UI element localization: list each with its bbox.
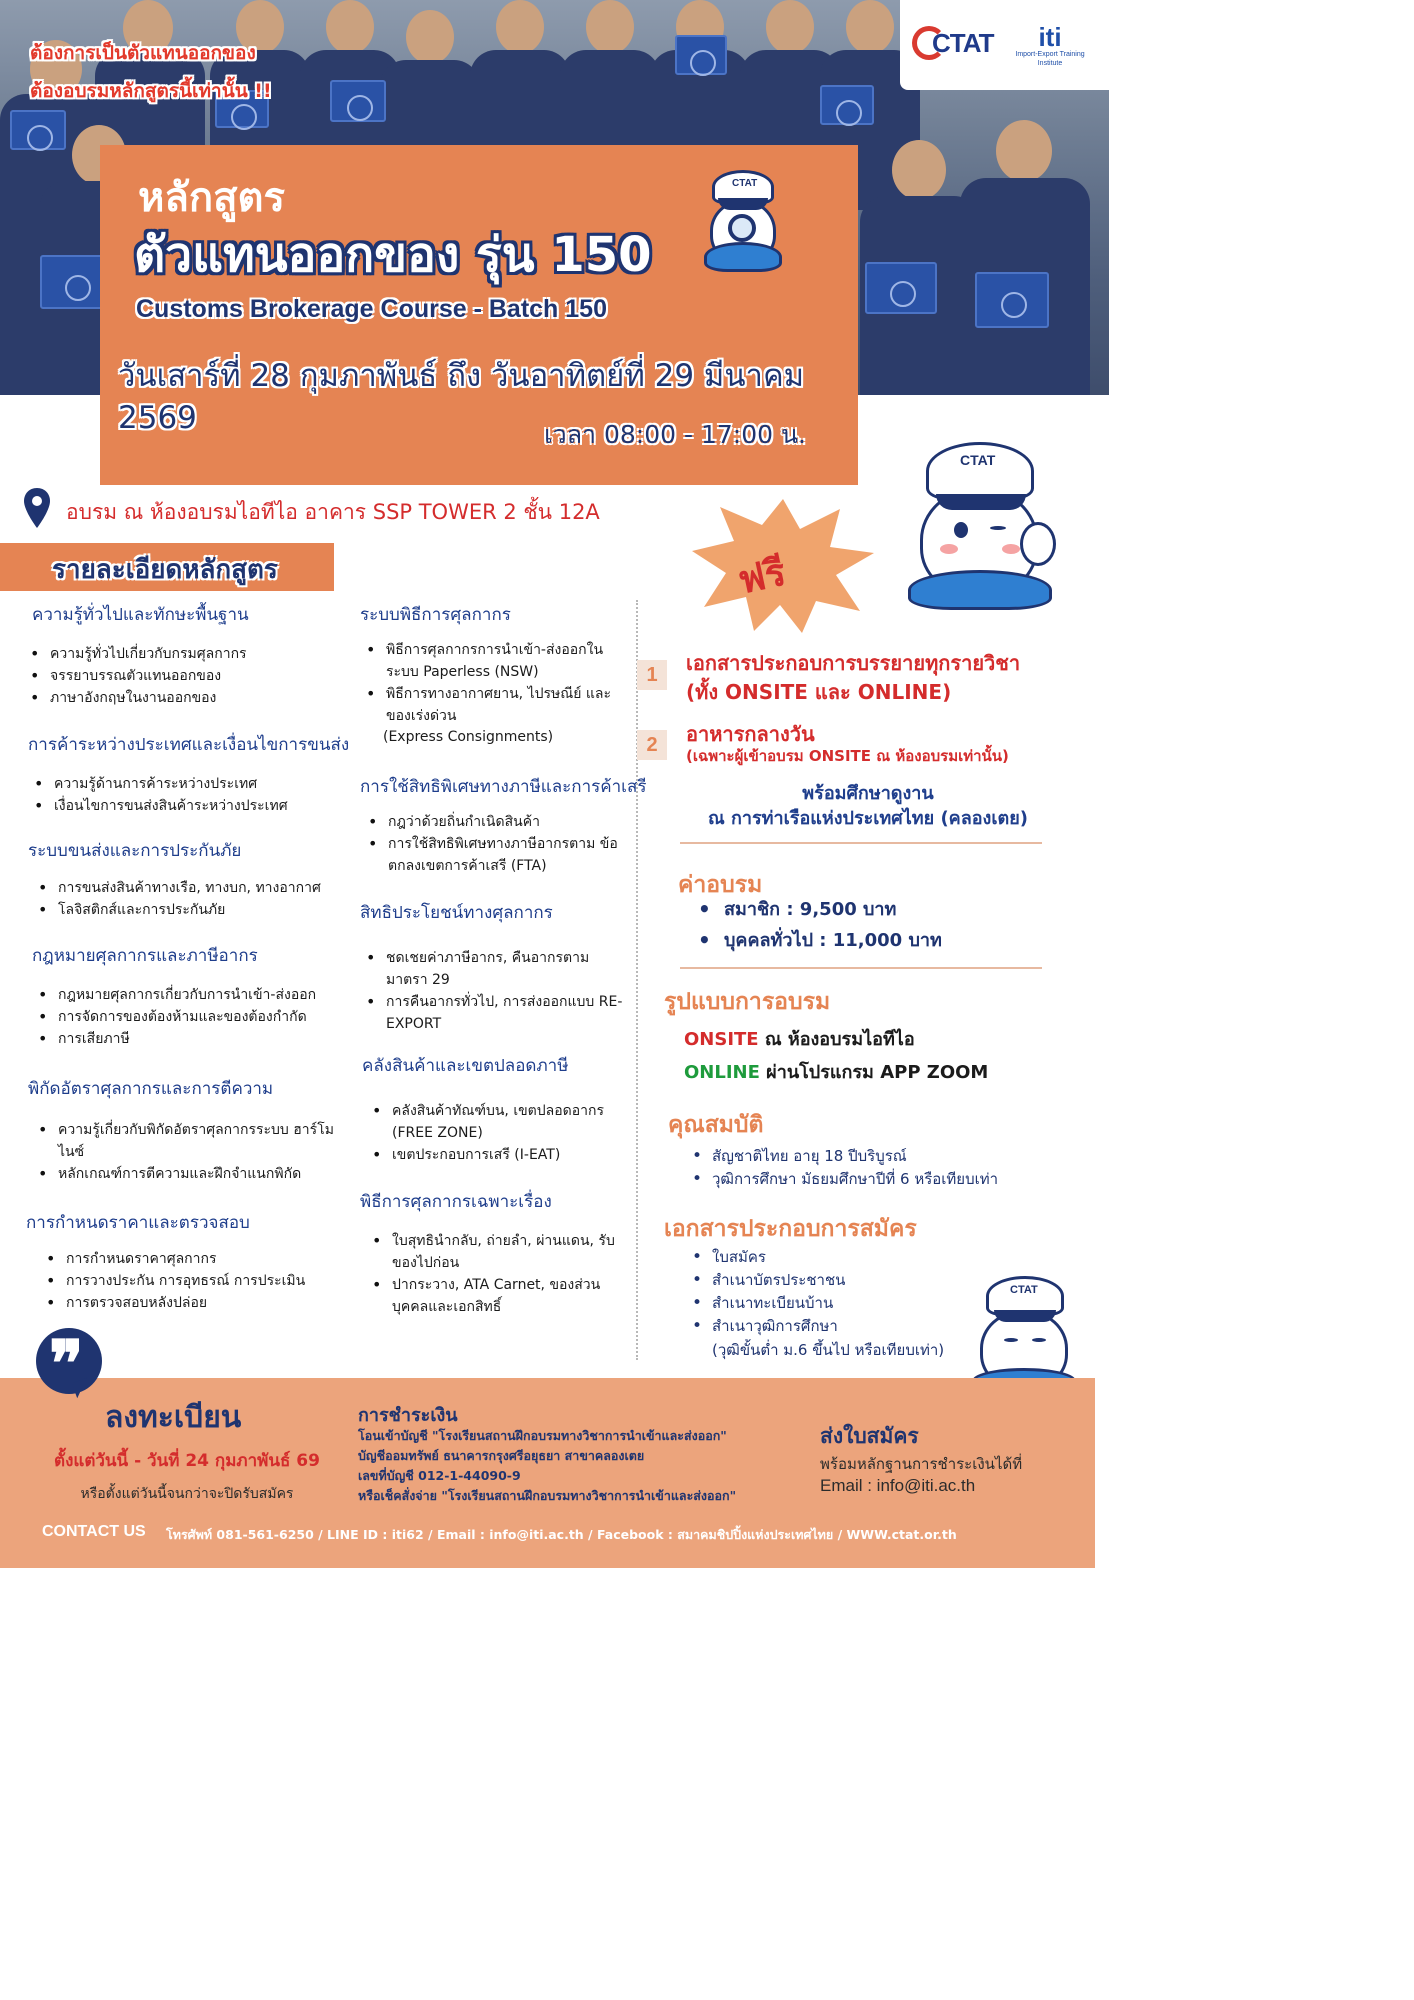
documents-note: (วุฒิขั้นต่ำ ม.6 ขึ้นไป หรือเทียบเท่า) (712, 1341, 945, 1359)
documents-list (688, 1246, 845, 1338)
location-pin-icon (24, 488, 50, 528)
payment-line: หรือเช็คสั่งจ่าย "โรงเรียนสถานฝึกอบรมทางวิชาการนำเข้าและส่งออก" (358, 1488, 737, 1503)
fee-item: • บุคคลทั่วไป : 11,000 บาท (696, 925, 942, 956)
list-item-note: (Express Consignments) (383, 729, 554, 745)
list-item: • พิธีการศุลกากรการนำเข้า-ส่งออกใน ระบบ Paperless (NSW) (364, 639, 634, 683)
section-title: พิธีการศุลกากรเฉพาะเรื่อง (360, 1192, 552, 1212)
payment-line: โอนเข้าบัญชี "โรงเรียนสถานฝึกอบรมทางวิชาการนำเข้าและส่งออก" (358, 1428, 727, 1443)
payment-line: บัญชีออมทรัพย์ ธนาคารกรุงศรีอยุธยา สาขาคลองเตย (358, 1448, 645, 1463)
list-item: • เขตประกอบการเสรี (I-EAT) (370, 1144, 634, 1166)
payment-line: เลขที่บัญชี 012-1-44090-9 (358, 1468, 521, 1483)
section-list (32, 773, 288, 817)
contact-label: CONTACT US (42, 1523, 146, 1540)
list-item: • ความรู้ด้านการค้าระหว่างประเทศ (32, 773, 288, 795)
list-item: • ความรู้ทั่วไปเกี่ยวกับกรมศุลกากร (28, 643, 247, 665)
section-list (364, 639, 634, 727)
list-item: • พิธีการทางอากาศยาน, ไปรษณีย์ และของเร่งด่วน (364, 683, 634, 727)
send-application-title: ส่งใบสมัคร (820, 1424, 919, 1448)
qualification-item: • วุฒิการศึกษา มัธยมศึกษาปีที่ 6 หรือเทียบเท่า (688, 1168, 998, 1191)
qualification-item: • สัญชาติไทย อายุ 18 ปีบริบูรณ์ (688, 1145, 998, 1168)
course-dates: วันเสาร์ที่ 28 กุมภาพันธ์ ถึง วันอาทิตย์ที่ 29 มีนาคม 2569 (118, 358, 805, 436)
section-title: ระบบขนส่งและการประกันภัย (28, 841, 242, 861)
registration-note: หรือตั้งแต่วันนี้จนกว่าจะปิดรับสมัคร (80, 1486, 294, 1502)
free-label: ฟรี (734, 549, 790, 603)
list-item: • จรรยาบรรณตัวแทนออกของ (28, 665, 247, 687)
registration-period: ตั้งแต่วันนี้ - วันที่ 24 กุมภาพันธ์ 69 (54, 1451, 320, 1471)
section-title: การกำหนดราคาและตรวจสอบ (26, 1213, 250, 1233)
section-list (36, 1119, 336, 1185)
list-item: • การตรวจสอบหลังปล่อย (44, 1292, 305, 1314)
course-title-english: Customs Brokerage Course - Batch 150 (136, 295, 607, 323)
registration-title: ลงทะเบียน (105, 1400, 242, 1435)
online-text: ผ่านโปรแกรม APP ZOOM (759, 1062, 989, 1083)
section-title: การใช้สิทธิพิเศษทางภาษีและการค้าเสรี (360, 777, 647, 797)
fee-item: • สมาชิก : 9,500 บาท (696, 894, 942, 925)
section-list (370, 1230, 634, 1318)
section-list (366, 811, 634, 877)
study-tour-line: พร้อมศึกษาดูงาน (802, 783, 934, 804)
list-item: • การจัดการของต้องห้ามและของต้องกำกัด (36, 1006, 316, 1028)
list-item: • การใช้สิทธิพิเศษทางภาษีอากรตาม ข้อตกลงเขตการค้าเสรี (FTA) (366, 833, 634, 877)
send-application-email[interactable]: Email : info@iti.ac.th (820, 1476, 976, 1495)
list-item: • หลักเกณฑ์การตีความและฝึกจำแนกพิกัด (36, 1163, 336, 1185)
list-item: • เงื่อนไขการขนส่งสินค้าระหว่างประเทศ (32, 795, 288, 817)
ctat-logo: CTAT (912, 22, 986, 68)
document-item: • สำเนาทะเบียนบ้าน (688, 1292, 845, 1315)
list-item: • การวางประกัน การอุทธรณ์ การประเมิน (44, 1270, 305, 1292)
banner-note-line: ต้องอบรมหลักสูตรนี้เท่านั้น !! (30, 80, 272, 102)
divider (680, 842, 1042, 844)
column-divider (636, 600, 638, 1360)
banner-note (30, 34, 360, 110)
list-item: • โลจิสติกส์และการประกันภัย (36, 899, 321, 921)
section-title: ระบบพิธีการศุลกากร (360, 605, 511, 625)
document-item: • สำเนาบัตรประชาชน (688, 1269, 845, 1292)
certificate-folder (865, 262, 937, 314)
list-item: • ใบสุทธินำกลับ, ถ่ายลำ, ผ่านแดน, รับ ของไปก่อน (370, 1230, 634, 1274)
list-item: • การคืนอากรทั่วไป, การส่งออกแบบ RE-EXPORT (364, 991, 634, 1035)
banner-note-line: ต้องการเป็นตัวแทนออกของ (30, 42, 256, 64)
fees-title: ค่าอบรม (678, 872, 763, 898)
mascot-greeting-icon: CTAT (966, 1276, 1084, 1394)
logo-panel (900, 0, 1109, 90)
format-online (684, 1057, 988, 1086)
list-item: • ชดเชยค่าภาษีอากร, คืนอากรตาม มาตรา 29 (364, 947, 634, 991)
section-list (28, 643, 247, 709)
qualifications-list (688, 1145, 998, 1191)
details-title: รายละเอียดหลักสูตร (52, 555, 278, 585)
divider (680, 967, 1042, 969)
section-title: กฎหมายศุลกากรและภาษีอากร (32, 946, 258, 966)
mascot-magnifier-icon: CTAT (694, 170, 792, 280)
list-item: • ภาษาอังกฤษในงานออกของ (28, 687, 247, 709)
certificate-folder (975, 272, 1049, 328)
list-item: • กฎว่าด้วยถิ่นกำเนิดสินค้า (366, 811, 634, 833)
section-title: คลังสินค้าและเขตปลอดภาษี (362, 1056, 569, 1076)
benefit-subtitle: (เฉพาะผู้เข้าอบรม ONSITE ณ ห้องอบรมเท่านั้น) (686, 747, 1009, 765)
certificate-folder (820, 85, 874, 125)
format-title: รูปแบบการอบรม (664, 989, 831, 1015)
section-list (44, 1248, 305, 1314)
list-item: • การเสียภาษี (36, 1028, 316, 1050)
photo-person (960, 120, 1090, 395)
iti-logo: iti Import-Export Training Institute (1015, 22, 1085, 67)
course-time: เวลา 08:00 - 17:00 น. (544, 420, 806, 449)
onsite-tag: ONSITE (684, 1029, 759, 1050)
documents-title: เอกสารประกอบการสมัคร (664, 1216, 917, 1242)
section-list (370, 1100, 634, 1166)
format-onsite (684, 1024, 915, 1053)
benefit-title: เอกสารประกอบการบรรยายทุกรายวิชา (686, 651, 1021, 675)
section-list (364, 947, 634, 1035)
list-item: • การกำหนดราคาศุลกากร (44, 1248, 305, 1270)
onsite-text: ณ ห้องอบรมไอทีไอ (758, 1029, 915, 1050)
section-list (36, 877, 321, 921)
document-item: • สำเนาวุฒิการศึกษา (688, 1315, 845, 1338)
document-item: • ใบสมัคร (688, 1246, 845, 1269)
send-application-subtitle: พร้อมหลักฐานการชำระเงินได้ที่ (820, 1455, 1023, 1473)
location-text: อบรม ณ ห้องอบรมไอทีไอ อาคาร SSP TOWER 2 ชั้น 12A (66, 500, 600, 524)
qualifications-title: คุณสมบัติ (668, 1112, 764, 1138)
mascot-thumbs-up-icon: CTAT (902, 440, 1062, 615)
payment-title: การชำระเงิน (358, 1405, 458, 1426)
list-item: • การขนส่งสินค้าทางเรือ, ทางบก, ทางอากาศ (36, 877, 321, 899)
section-title: การค้าระหว่างประเทศและเงื่อนไขการขนส่ง (28, 735, 350, 755)
list-item: • ปากระวาง, ATA Carnet, ของส่วน บุคคลและเอกสิทธิ์ (370, 1274, 634, 1318)
section-title: พิกัดอัตราศุลกากรและการตีความ (28, 1079, 274, 1099)
details-header-bar (0, 543, 334, 591)
list-item: • คลังสินค้าทัณฑ์บน, เขตปลอดอากร (FREE ZONE) (370, 1100, 634, 1144)
benefit-number: 2 (637, 730, 667, 760)
certificate-folder (675, 35, 727, 75)
course-title: ตัวแทนออกของ รุ่น 150 (134, 227, 652, 283)
list-item: • ความรู้เกี่ยวกับพิกัดอัตราศุลกากรระบบ ฮาร์โมไนซ์ (36, 1119, 336, 1163)
benefit-number: 1 (637, 660, 667, 690)
fees-list (696, 894, 942, 956)
course-label: หลักสูตร (138, 175, 285, 221)
section-title: สิทธิประโยชน์ทางศุลกากร (360, 903, 553, 923)
list-item: • กฎหมายศุลกากรเกี่ยวกับการนำเข้า-ส่งออก (36, 984, 316, 1006)
study-tour-line: ณ การท่าเรือแห่งประเทศไทย (คลองเตย) (708, 808, 1028, 829)
certificate-folder (10, 110, 66, 150)
contact-info[interactable]: โทรศัพท์ 081-561-6250 / LINE ID : iti62 / Email : info@iti.ac.th / Facebook : สมาคมชิปปิ้งแห่งประเทศไทย / WWW.ctat.or.th (166, 1527, 957, 1542)
section-title: ความรู้ทั่วไปและทักษะพื้นฐาน (32, 605, 249, 625)
benefit-title: อาหารกลางวัน (686, 722, 815, 746)
quote-icon: ❞ (49, 1327, 84, 1402)
benefit-subtitle: (ทั้ง ONSITE และ ONLINE) (686, 680, 952, 704)
section-list (36, 984, 316, 1050)
online-tag: ONLINE (684, 1062, 760, 1083)
